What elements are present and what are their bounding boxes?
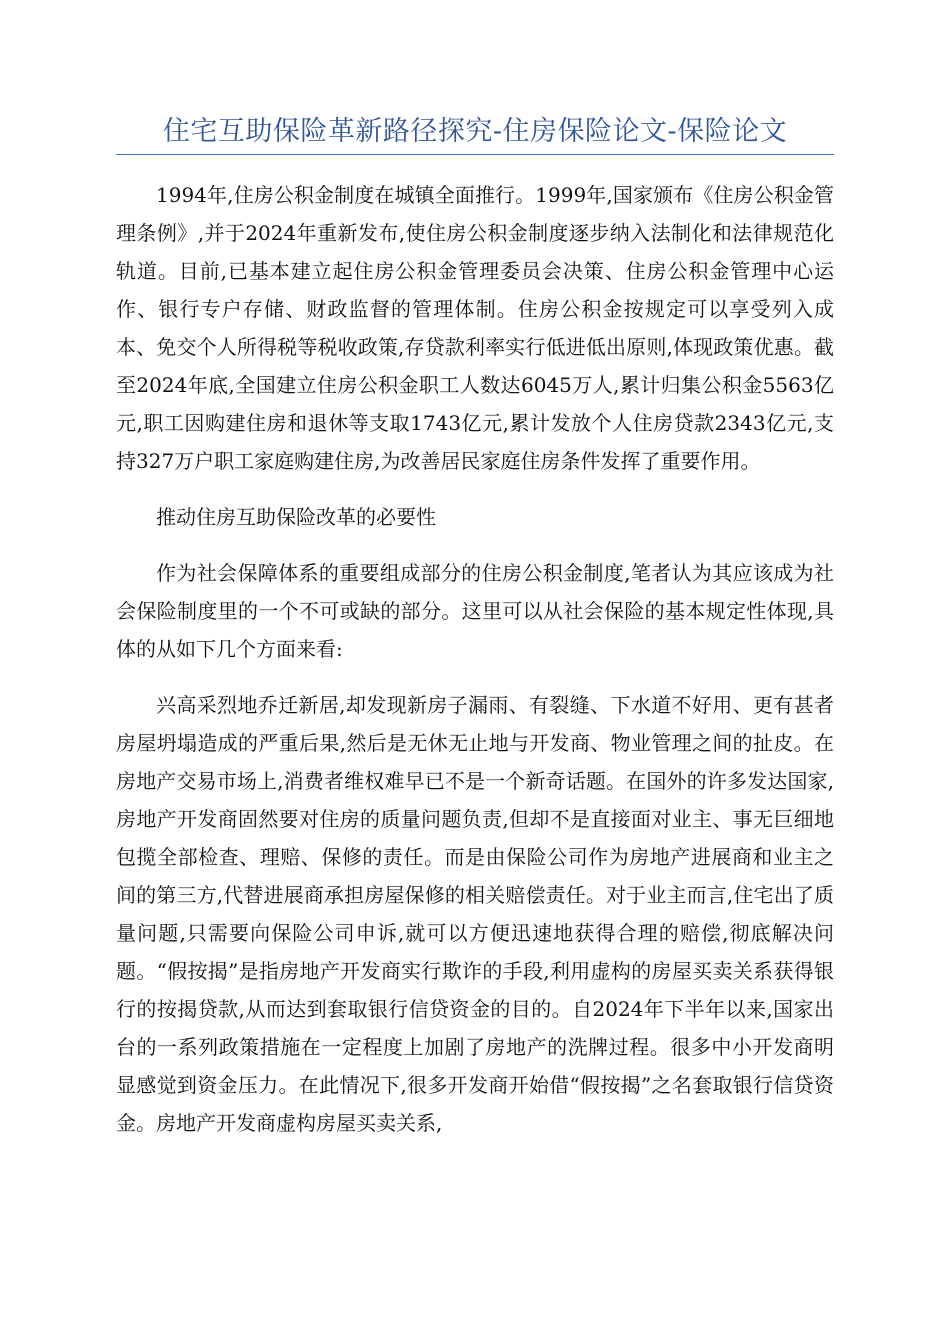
section-heading-necessity: 推动住房互助保险改革的必要性 bbox=[156, 505, 436, 529]
paragraph-housing-quality-insurance: 兴高采烈地乔迁新居,却发现新房子漏雨、有裂缝、下水道不好用、更有甚者房屋坍塌造成的严重后果,然后是无休无止地与开发商、物业管理之间的扯皮。在房地产交易市场上,消费者维权难早已不是一个新奇话题。在国外的许多发达国家,房地产开发商固然要对住房的质量问题负责,但却不是直接面对业主、事无巨细地包揽全部检查、理赔、保修的责任。而是由保险公司作为房地产进展商和业主之间的第三方,代替进展商承担房屋保修的相关赔偿责任。对于业主而言,住宅出了质量问题,只需要向保险公司申诉,就可以方便迅速地获得合理的赔偿,彻底解决问题。“假按揭”是指房地产开发商实行欺诈的手段,利用虚构的房屋买卖关系获得银行的按揭贷款,从而达到套取银行信贷资金的目的。自2024年下半年以来,国家出台的一系列政策措施在一定程度上加剧了房地产的洗牌过程。很多中小开发商明显感觉到资金压力。在此情况下,很多开发商开始借“假按揭”之名套取银行信贷资金。房地产开发商虚构房屋买卖关系, bbox=[116, 693, 834, 1135]
document-title: 住宅互助保险革新路径探究-住房保险论文-保险论文 bbox=[162, 116, 788, 147]
document-body bbox=[116, 176, 834, 1160]
title-underline bbox=[116, 154, 834, 155]
paragraph-housing-fund-history: 1994年,住房公积金制度在城镇全面推行。1999年,国家颁布《住房公积金管理条例》,并于2024年重新发布,使住房公积金制度逐步纳入法制化和法律规范化轨道。目前,已基本建立起住房公积金管理委员会决策、住房公积金管理中心运作、银行专户存储、财政监督的管理体制。住房公积金按规定可以享受列入成本、免交个人所得税等税收政策,存贷款利率实行低进低出原则,体现政策优惠。截至2024年底,全国建立住房公积金职工人数达6045万人,累计归集公积金5563亿元,职工因购建住房和退休等支取1743亿元,累计发放个人住房贷款2343亿元,支持327万户职工家庭购建住房,为改善居民家庭住房条件发挥了重要作用。 bbox=[116, 183, 834, 473]
paragraph-social-security: 作为社会保障体系的重要组成部分的住房公积金制度,笔者认为其应该成为社会保险制度里的一个不可或缺的部分。这里可以从社会保险的基本规定性体现,具体的从如下几个方面来看: bbox=[116, 561, 834, 661]
